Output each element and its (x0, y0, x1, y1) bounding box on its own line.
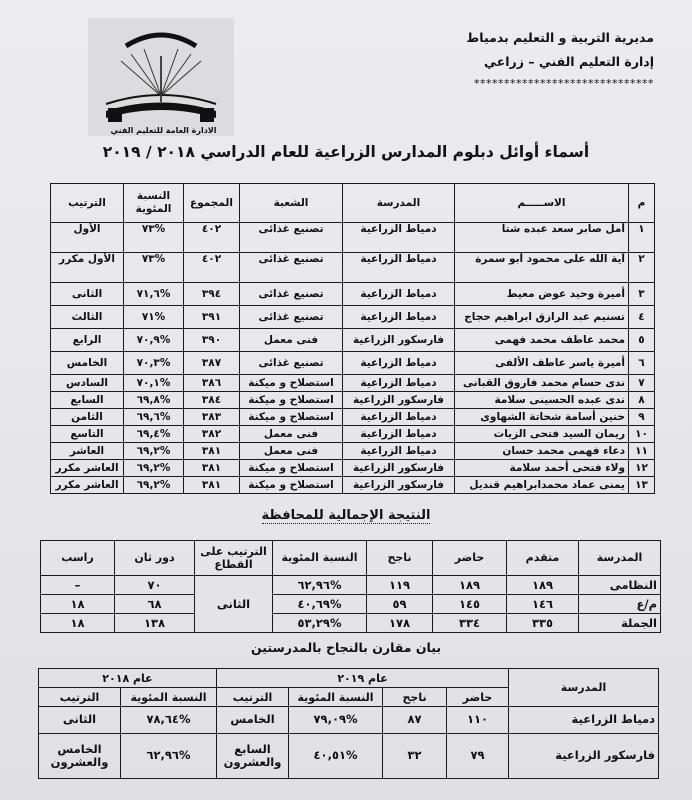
table-row (51, 253, 655, 283)
col-header: المجموع (184, 184, 240, 223)
branch-cell: استصلاح و ميكنة (240, 409, 343, 426)
rank-cell: الأول (51, 223, 124, 253)
percent-cell: %٦٩,٤ (124, 426, 184, 443)
school-cell: فارسكور الزراعية (509, 734, 659, 779)
percent-cell: %٦٩,٨ (124, 392, 184, 409)
col-header: راسب (41, 541, 115, 576)
col-header: حاضر (447, 688, 509, 707)
col-header: الترتيب على القطاع (195, 541, 273, 576)
col-header: المدرسة (579, 541, 661, 576)
total-cell: ٣٩٠ (184, 329, 240, 352)
rank-cell: الأول مكرر (51, 253, 124, 283)
second-round-cell: ٧٠ (115, 576, 195, 595)
school-cell: دمياط الزراعية (509, 707, 659, 734)
student-name-cell: يمنى عماد محمدابراهيم قنديل (455, 477, 629, 494)
col-header: الشعبة (240, 184, 343, 223)
branch-cell: تصنيع غذائى (240, 223, 343, 253)
rank-cell: الرابع (51, 329, 124, 352)
rank-cell: الثانى (51, 283, 124, 306)
percent-cell: %٧٣ (124, 223, 184, 253)
row-number-cell: ٩ (629, 409, 655, 426)
student-name-cell: ندى عبده الحسينى سلامة (455, 392, 629, 409)
percent-cell: %٧٠,٩ (124, 329, 184, 352)
col-header: الترتيب (39, 688, 121, 707)
percent-cell: %٧٣ (124, 253, 184, 283)
total-cell: ٤٠٢ (184, 223, 240, 253)
table-row (51, 223, 655, 253)
percent-cell: %٥٣,٢٩ (273, 614, 367, 633)
table-row (51, 352, 655, 375)
present-cell: ١٤٥ (433, 595, 507, 614)
col-header: الاســـــم (455, 184, 629, 223)
table-row (39, 707, 659, 734)
total-cell: ٣٨٤ (184, 392, 240, 409)
student-name-cell: أميرة وحيد عوض معيط (455, 283, 629, 306)
passed-cell: ١٧٨ (367, 614, 433, 633)
total-cell: ٤٠٢ (184, 253, 240, 283)
branch-cell: استصلاح و ميكنة (240, 392, 343, 409)
applied-cell: ١٤٦ (507, 595, 579, 614)
failed-cell: ١٨ (41, 595, 115, 614)
page-title: أسماء أوائل دبلوم المدارس الزراعية للعام الدراسي ٢٠١٨ / ٢٠١٩ (102, 143, 590, 161)
percent-cell: %٦٩,٢ (124, 477, 184, 494)
overall-result-title (0, 508, 692, 523)
percent-cell: %٧١ (124, 306, 184, 329)
present-cell: ٣٣٤ (433, 614, 507, 633)
col-header: حاضر (433, 541, 507, 576)
col-header: م (629, 184, 655, 223)
technical-education-logo-icon (86, 16, 236, 138)
table-row (41, 576, 661, 595)
directorate-name: مديرية التربية و التعليم بدمياط (466, 30, 654, 45)
present-cell: ١١٠ (447, 707, 509, 734)
student-name-cell: ولاء فتحى أحمد سلامة (455, 460, 629, 477)
present-cell: ١٨٩ (433, 576, 507, 595)
branch-cell: استصلاح و ميكنة (240, 460, 343, 477)
row-number-cell: ٦ (629, 352, 655, 375)
row-number-cell: ١٢ (629, 460, 655, 477)
table-row (51, 477, 655, 494)
percent-2018-cell: %٦٢,٩٦ (121, 734, 217, 779)
row-number-cell: ٧ (629, 375, 655, 392)
school-cell: النظامى (579, 576, 661, 595)
col-header: المدرسة (509, 669, 659, 707)
school-cell: فارسكور الزراعية (343, 392, 455, 409)
student-name-cell: تسنيم عبد الرازق ابراهيم حجاج (455, 306, 629, 329)
school-cell: دمياط الزراعية (343, 352, 455, 375)
branch-cell: تصنيع غذائى (240, 283, 343, 306)
passed-cell: ٨٧ (383, 707, 447, 734)
branch-cell: تصنيع غذائى (240, 352, 343, 375)
rank-cell: العاشر مكرر (51, 460, 124, 477)
school-cell: دمياط الزراعية (343, 253, 455, 283)
passed-cell: ٣٢ (383, 734, 447, 779)
branch-cell: فنى معمل (240, 426, 343, 443)
percent-cell: %٧٩,٠٩ (289, 707, 383, 734)
applied-cell: ٣٣٥ (507, 614, 579, 633)
letterhead (466, 26, 654, 94)
total-cell: ٣٩١ (184, 306, 240, 329)
student-name-cell: أميرة ياسر عاطف الألفى (455, 352, 629, 375)
row-number-cell: ٤ (629, 306, 655, 329)
rank-cell: الثامن (51, 409, 124, 426)
rank-cell: العاشر مكرر (51, 477, 124, 494)
branch-cell: فنى معمل (240, 443, 343, 460)
student-name-cell: حنين أسامة شحاتة الشهاوى (455, 409, 629, 426)
school-cell: فارسكور الزراعية (343, 477, 455, 494)
col-header: الترتيب (51, 184, 124, 223)
student-name-cell: ندى حسام محمد فاروق القبانى (455, 375, 629, 392)
school-cell: فارسكور الزراعية (343, 460, 455, 477)
school-cell: دمياط الزراعية (343, 426, 455, 443)
col-header: النسبة المئوية (289, 688, 383, 707)
comparison-table (38, 668, 659, 779)
row-number-cell: ١ (629, 223, 655, 253)
student-name-cell: آية الله على محمود أبو سمرة (455, 253, 629, 283)
student-name-cell: أمل صابر سعد عبده شتا (455, 223, 629, 253)
sector-rank-cell: الثانى (195, 576, 273, 633)
school-cell: م/ع (579, 595, 661, 614)
year-2018-header: عام ٢٠١٨ (39, 669, 217, 688)
logo-caption: الادارة العامة للتعليم الفني (110, 126, 217, 135)
school-cell: دمياط الزراعية (343, 443, 455, 460)
branch-cell: فنى معمل (240, 329, 343, 352)
col-header: ناجح (383, 688, 447, 707)
student-name-cell: ريمان السيد فتحى الزيات (455, 426, 629, 443)
percent-cell: %٦٩,٢ (124, 460, 184, 477)
col-header: المدرسة (343, 184, 455, 223)
total-cell: ٣٨٦ (184, 375, 240, 392)
rank-2018-cell: الثانى (39, 707, 121, 734)
table-row (51, 375, 655, 392)
applied-cell: ١٨٩ (507, 576, 579, 595)
col-header: دور ثان (115, 541, 195, 576)
rank-cell: العاشر (51, 443, 124, 460)
col-header: متقدم (507, 541, 579, 576)
percent-cell: %٦٩,٢ (124, 443, 184, 460)
table-row (41, 614, 661, 633)
row-number-cell: ٨ (629, 392, 655, 409)
table-row (51, 306, 655, 329)
rank-cell: السادس (51, 375, 124, 392)
percent-cell: %٦٩,٦ (124, 409, 184, 426)
stars-divider: ****************************** (474, 76, 654, 90)
table-row (51, 443, 655, 460)
student-name-cell: محمد عاطف محمد فهمى (455, 329, 629, 352)
total-cell: ٣٨١ (184, 477, 240, 494)
branch-cell: تصنيع غذائى (240, 306, 343, 329)
comparison-title: بيان مقارن بالنجاح بالمدرستين (250, 640, 442, 655)
percent-cell: %٦٢,٩٦ (273, 576, 367, 595)
branch-cell: استصلاح و ميكنة (240, 375, 343, 392)
table-row (41, 595, 661, 614)
percent-cell: %٤٠,٦٩ (273, 595, 367, 614)
table-row (51, 409, 655, 426)
table-row (51, 460, 655, 477)
table-header-row (41, 541, 661, 576)
school-cell: دمياط الزراعية (343, 409, 455, 426)
row-number-cell: ٣ (629, 283, 655, 306)
school-cell: فارسكور الزراعية (343, 329, 455, 352)
col-header: الترتيب (217, 688, 289, 707)
row-number-cell: ٢ (629, 253, 655, 283)
table-header-row (39, 669, 659, 688)
year-2019-header: عام ٢٠١٩ (217, 669, 509, 688)
row-number-cell: ٥ (629, 329, 655, 352)
percent-cell: %٧٠,٣ (124, 352, 184, 375)
total-cell: ٣٨٧ (184, 352, 240, 375)
school-cell: الجملة (579, 614, 661, 633)
row-number-cell: ١٣ (629, 477, 655, 494)
table-row (51, 329, 655, 352)
col-header: النسبة المئوية (273, 541, 367, 576)
student-name-cell: دعاء فهمى محمد حسان (455, 443, 629, 460)
rank-cell: السابع (51, 392, 124, 409)
percent-cell: %٧١,٦ (124, 283, 184, 306)
total-cell: ٣٨١ (184, 460, 240, 477)
toppers-table (50, 183, 655, 494)
col-header: ناجح (367, 541, 433, 576)
present-cell: ٧٩ (447, 734, 509, 779)
branch-cell: تصنيع غذائى (240, 253, 343, 283)
rank-cell: السابع والعشرون (217, 734, 289, 779)
percent-cell: %٤٠,٥١ (289, 734, 383, 779)
department-name: إدارة التعليم الفني – زراعي (484, 53, 654, 69)
percent-cell: %٧٠,١ (124, 375, 184, 392)
total-cell: ٣٨١ (184, 443, 240, 460)
second-round-cell: ٦٨ (115, 595, 195, 614)
second-round-cell: ١٣٨ (115, 614, 195, 633)
school-cell: دمياط الزراعية (343, 306, 455, 329)
total-cell: ٣٨٣ (184, 409, 240, 426)
table-row (51, 426, 655, 443)
school-cell: دمياط الزراعية (343, 223, 455, 253)
table-row (39, 734, 659, 779)
row-number-cell: ١١ (629, 443, 655, 460)
rank-cell: التاسع (51, 426, 124, 443)
table-row (51, 283, 655, 306)
school-cell: دمياط الزراعية (343, 283, 455, 306)
rank-cell: الخامس (51, 352, 124, 375)
failed-cell: – (41, 576, 115, 595)
rank-2018-cell: الخامس والعشرون (39, 734, 121, 779)
failed-cell: ١٨ (41, 614, 115, 633)
rank-cell: الخامس (217, 707, 289, 734)
school-cell: دمياط الزراعية (343, 375, 455, 392)
col-header: النسبة المئوية (124, 184, 184, 223)
col-header: النسبة المئوية (121, 688, 217, 707)
row-number-cell: ١٠ (629, 426, 655, 443)
passed-cell: ١١٩ (367, 576, 433, 595)
overall-results-table (40, 540, 661, 633)
total-cell: ٣٨٢ (184, 426, 240, 443)
rank-cell: الثالث (51, 306, 124, 329)
table-header-row (51, 184, 655, 223)
passed-cell: ٥٩ (367, 595, 433, 614)
percent-2018-cell: %٧٨,٦٤ (121, 707, 217, 734)
overall-result-title-text: النتيجة الإجمالية للمحافظة (261, 508, 431, 523)
total-cell: ٣٩٤ (184, 283, 240, 306)
branch-cell: استصلاح و ميكنة (240, 477, 343, 494)
table-row (51, 392, 655, 409)
